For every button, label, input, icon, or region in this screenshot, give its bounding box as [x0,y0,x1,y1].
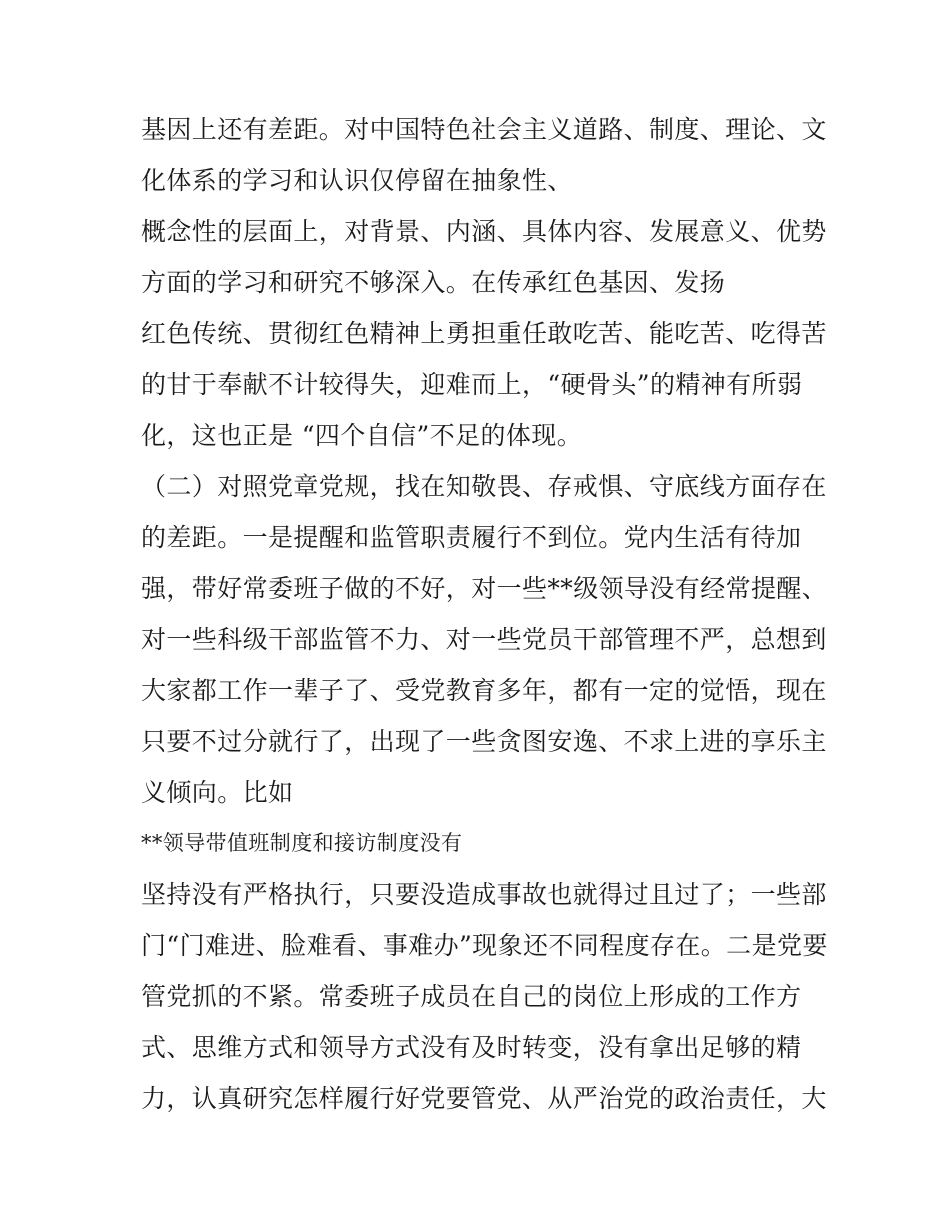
text-line: 义倾向。比如 [141,778,294,807]
text-line: 坚持没有严格执行，只要没造成事故也就得过且过了；一些部 [141,880,827,909]
text-line: 门“门难进、脸难看、事难办”现象还不同程度存在。二是党要 [141,931,828,960]
text-line: 基因上还有差距。对中国特色社会主义道路、制度、理论、文 [141,115,827,144]
text-line: 对一些科级干部监管不力、对一些党员干部管理不严，总想到 [141,625,827,654]
text-line: 的差距。一是提醒和监管职责履行不到位。党内生活有待加 [141,523,802,552]
text-line: 化，这也正是 “四个自信”不足的体现。 [141,421,583,450]
text-line: **领导带值班制度和接访制度没有 [141,831,463,855]
text-line: 的甘于奉献不计较得失，迎难而上，“硬骨头”的精神有所弱 [141,370,803,399]
text-line: 式、思维方式和领导方式没有及时转变，没有拿出足够的精 [141,1033,802,1062]
text-line: 化体系的学习和认识仅停留在抽象性、 [141,166,573,195]
text-line: 大家都工作一辈子了、受党教育多年，都有一定的觉悟，现在 [141,676,827,705]
text-line: 概念性的层面上，对背景、内涵、具体内容、发展意义、优势 [141,217,827,246]
text-line: 只要不过分就行了，出现了一些贪图安逸、不求上进的享乐主 [141,727,827,756]
text-line: 力，认真研究怎样履行好党要管党、从严治党的政治责任，大 [141,1084,827,1113]
text-line: 管党抓的不紧。常委班子成员在自己的岗位上形成的工作方 [141,982,802,1011]
text-line: 方面的学习和研究不够深入。在传承红色基因、发扬 [141,268,726,297]
body-text [141,104,831,1124]
text-line: 强，带好常委班子做的不好，对一些**级领导没有经常提醒、 [141,574,828,603]
section-heading-line: （二）对照党章党规，找在知敬畏、存戒惧、守底线方面存在 [141,472,827,501]
text-line: 红色传统、贯彻红色精神上勇担重任敢吃苦、能吃苦、吃得苦 [141,319,827,348]
